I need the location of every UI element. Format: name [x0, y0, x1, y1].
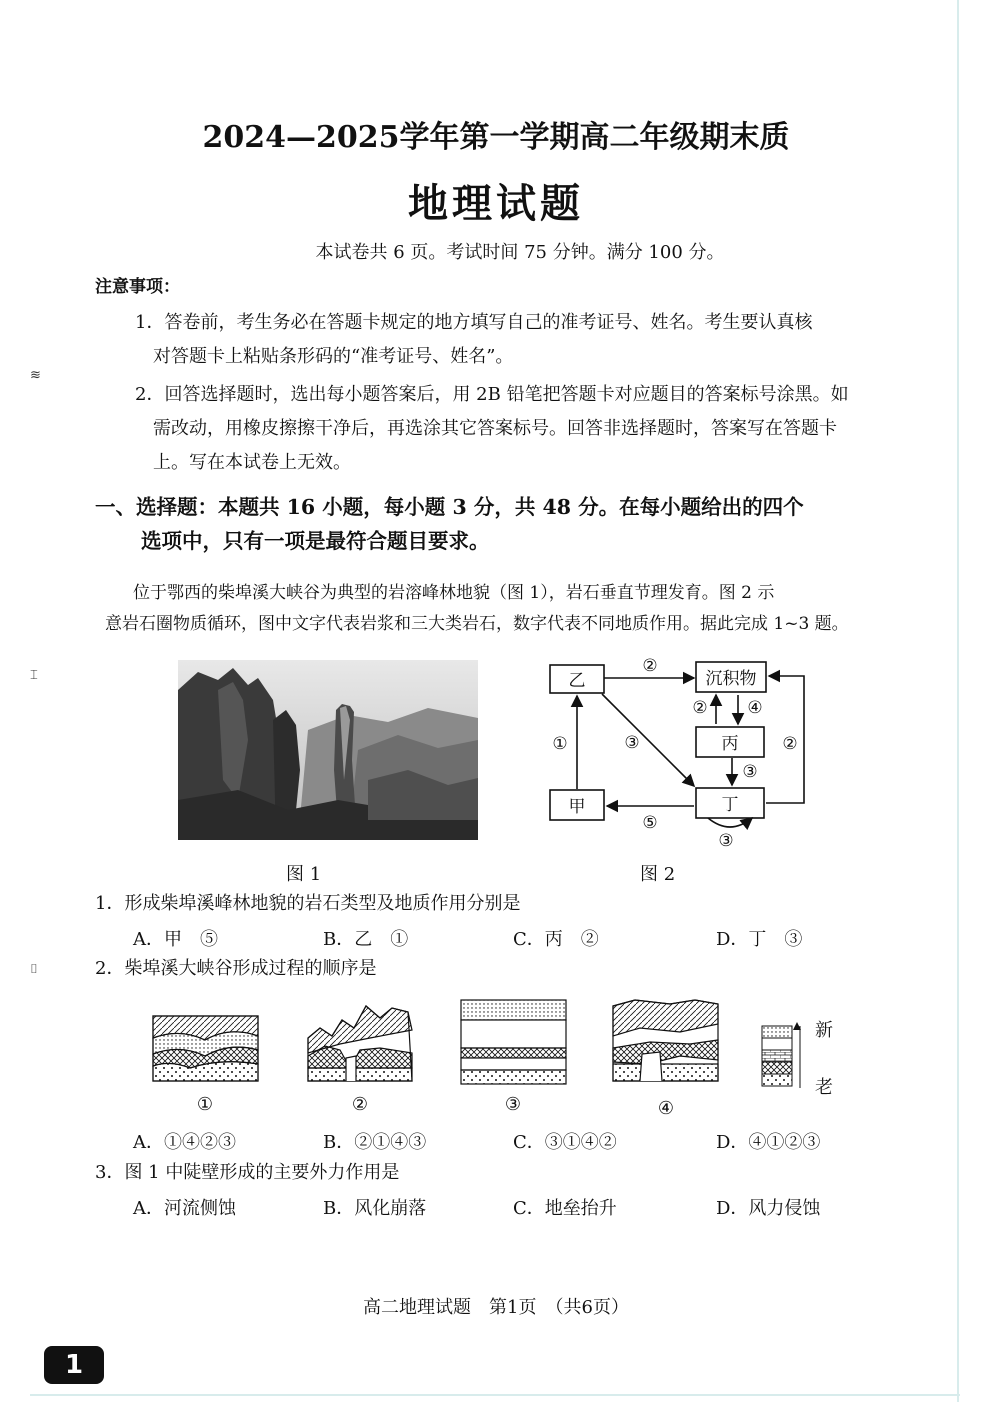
sketch-3-label: ③ — [504, 1094, 522, 1115]
page-footer: 高二地理试题 第1页 （共6页） — [363, 1297, 629, 1318]
exam-title: 2024—2025学年第一学期高二年级期末质 — [202, 120, 790, 155]
question-2-stem: 2．柴埠溪大峡谷形成过程的顺序是 — [95, 958, 377, 979]
notice-item-2-line-2: 需改动，用橡皮擦擦干净后，再选涂其它答案标号。回答非选择题时，答案写在答题卡 — [153, 418, 837, 439]
question-1-stem: 1．形成柴埠溪峰林地貌的岩石类型及地质作用分别是 — [95, 893, 521, 914]
label-process-1: ① — [552, 734, 568, 754]
notice-heading: 注意事项： — [95, 277, 180, 297]
notice-item-2-line-1: 2．回答选择题时，选出每小题答案后，用 2B 铅笔把答题卡对应题目的答案标号涂黑。如 — [135, 384, 849, 405]
q2-option-b[interactable]: B．②①④③ — [323, 1132, 427, 1153]
strata-legend — [762, 1026, 800, 1088]
label-process-2-right: ② — [782, 734, 798, 754]
exam-info: 本试卷共 6 页。考试时间 75 分钟。满分 100 分。 — [315, 242, 725, 263]
q2-option-a[interactable]: A．①④②③ — [133, 1132, 236, 1153]
label-process-3-diag: ③ — [624, 733, 640, 753]
section-heading — [95, 490, 905, 558]
figure-2-caption: 图 2 — [640, 864, 676, 885]
arrow-yi-ding — [602, 694, 694, 786]
label-process-3-loop: ③ — [718, 831, 734, 851]
q3-option-b[interactable]: B．风化崩落 — [323, 1198, 427, 1219]
figure-2-rock-cycle — [540, 650, 820, 860]
notice-item-1-line-2: 对答题卡上粘贴条形码的“准考证号、姓名”。 — [153, 346, 514, 367]
sketch-1 — [153, 1016, 258, 1081]
sketch-4 — [613, 1000, 718, 1081]
sketch-4-label: ④ — [657, 1098, 675, 1119]
legend-old: 老 — [815, 1077, 833, 1098]
label-process-5: ⑤ — [642, 813, 658, 833]
arrow-ding-loop — [708, 818, 752, 827]
binding-mark: ≋ — [30, 368, 41, 383]
label-process-2-top: ② — [642, 656, 658, 676]
q3-option-a[interactable]: A．河流侧蚀 — [133, 1198, 236, 1219]
passage-line-2: 意岩石圈物质循环，图中文字代表岩浆和三大类岩石，数字代表不同地质作用。据此完成 1~3 题。 — [105, 614, 849, 634]
section-heading-line-1: 一、选择题：本题共 16 小题，每小题 3 分，共 48 分。在每小题给出的四个 — [95, 495, 804, 519]
q3-option-d[interactable]: D．风力侵蚀 — [716, 1198, 821, 1219]
legend-new: 新 — [815, 1020, 833, 1041]
notice-item-1-line-1: 1．答卷前，考生务必在答题卡规定的地方填写自己的准考证号、姓名。考生要认真核 — [135, 312, 813, 333]
sketch-2 — [308, 1006, 412, 1081]
label-process-2-left: ② — [692, 698, 708, 718]
q1-option-b[interactable]: B．乙 ① — [323, 929, 409, 950]
q1-option-c[interactable]: C．丙 ② — [513, 929, 599, 950]
label-yi: 乙 — [568, 671, 586, 691]
subject-title: 地理试题 — [408, 180, 584, 227]
figure-1-photo — [178, 660, 478, 840]
q3-option-c[interactable]: C．地垒抬升 — [513, 1198, 617, 1219]
page-edge-bottom — [30, 1394, 960, 1396]
label-bing: 丙 — [721, 734, 739, 754]
sketch-1-label: ① — [196, 1094, 214, 1115]
q2-option-c[interactable]: C．③①④② — [513, 1132, 617, 1153]
passage-line-1: 位于鄂西的柴埠溪大峡谷为典型的岩溶峰林地貌（图 1），岩石垂直节理发育。图 2 示 — [133, 583, 775, 603]
q1-option-a[interactable]: A．甲 ⑤ — [133, 929, 218, 950]
question-2-sketches — [150, 998, 850, 1123]
sketch-2-label: ② — [351, 1094, 369, 1115]
notice-item-2-line-3: 上。写在本试卷上无效。 — [153, 452, 351, 473]
binding-mark: ⌶ — [30, 668, 38, 683]
label-process-3-right: ③ — [742, 762, 758, 782]
section-heading-line-2: 选项中，只有一项是最符合题目要求。 — [141, 529, 490, 553]
binding-mark: ⌷ — [30, 962, 38, 977]
figure-1-caption: 图 1 — [286, 864, 322, 885]
sketch-3 — [461, 1000, 566, 1084]
q1-option-d[interactable]: D．丁 ③ — [716, 929, 803, 950]
label-process-4: ④ — [747, 698, 763, 718]
q2-option-d[interactable]: D．④①②③ — [716, 1132, 821, 1153]
label-jia: 甲 — [568, 797, 586, 817]
question-3-stem: 3．图 1 中陡壁形成的主要外力作用是 — [95, 1162, 400, 1183]
label-sediment: 沉积物 — [705, 669, 757, 689]
passage-intro — [105, 578, 905, 640]
label-ding: 丁 — [721, 795, 739, 815]
page-number-badge: 1 — [44, 1346, 104, 1384]
